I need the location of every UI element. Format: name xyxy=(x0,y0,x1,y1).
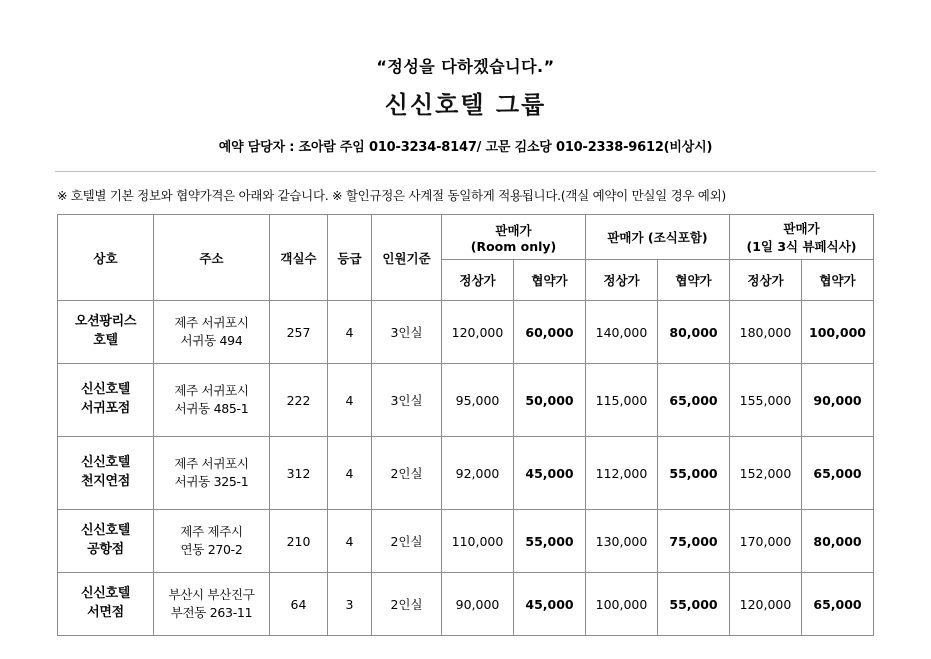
cell-room-contract: 55,000 xyxy=(514,510,586,573)
table-row xyxy=(58,364,874,437)
cell-room-normal: 95,000 xyxy=(442,364,514,437)
hotel-name-line2: 서귀포점 xyxy=(80,401,131,416)
address-line1: 부산시 부산진구 xyxy=(168,586,255,602)
cell-room-normal: 110,000 xyxy=(442,510,514,573)
header-group-breakfast: 판매가 (조식포함) xyxy=(586,215,730,260)
cell-buffet-contract: 65,000 xyxy=(802,573,874,636)
cell-address xyxy=(154,437,270,510)
price-table-wrapper xyxy=(57,214,874,636)
cell-people: 2인실 xyxy=(372,437,442,510)
header-address: 주소 xyxy=(154,215,270,301)
hotel-name-line2: 호텔 xyxy=(93,333,118,348)
cell-hotel-name xyxy=(58,573,154,636)
hotel-name-line2: 천지연점 xyxy=(80,474,131,489)
header-divider xyxy=(55,171,876,172)
table-row xyxy=(58,510,874,573)
cell-room-normal: 92,000 xyxy=(442,437,514,510)
cell-buffet-normal: 120,000 xyxy=(730,573,802,636)
cell-breakfast-normal: 112,000 xyxy=(586,437,658,510)
address-line2: 서귀동 325-1 xyxy=(174,474,249,489)
cell-rooms: 210 xyxy=(270,510,328,573)
cell-grade: 3 xyxy=(328,573,372,636)
cell-rooms: 257 xyxy=(270,301,328,364)
cell-buffet-normal: 170,000 xyxy=(730,510,802,573)
cell-breakfast-contract: 80,000 xyxy=(658,301,730,364)
cell-buffet-normal: 155,000 xyxy=(730,364,802,437)
cell-room-normal: 90,000 xyxy=(442,573,514,636)
cell-breakfast-contract: 75,000 xyxy=(658,510,730,573)
table-header xyxy=(58,215,874,301)
document-header xyxy=(0,0,931,155)
cell-buffet-normal: 180,000 xyxy=(730,301,802,364)
header-breakfast-contract: 협약가 xyxy=(658,260,730,301)
cell-room-contract: 45,000 xyxy=(514,573,586,636)
header-breakfast-normal: 정상가 xyxy=(586,260,658,301)
table-row xyxy=(58,573,874,636)
slogan-text: “정성을 다하겠습니다.” xyxy=(376,57,555,76)
cell-buffet-contract: 65,000 xyxy=(802,437,874,510)
cell-hotel-name xyxy=(58,301,154,364)
header-group-buffet xyxy=(730,215,874,260)
cell-room-contract: 60,000 xyxy=(514,301,586,364)
address-line2: 서귀동 494 xyxy=(180,333,243,348)
cell-breakfast-contract: 55,000 xyxy=(658,573,730,636)
hotel-name-line1: 신신호텔 xyxy=(80,586,131,602)
header-group-room-only-line2: (Room only) xyxy=(470,238,557,254)
table-row xyxy=(58,301,874,364)
cell-address xyxy=(154,510,270,573)
cell-hotel-name xyxy=(58,437,154,510)
cell-people: 3인실 xyxy=(372,364,442,437)
cell-breakfast-normal: 140,000 xyxy=(586,301,658,364)
cell-grade: 4 xyxy=(328,437,372,510)
cell-grade: 4 xyxy=(328,510,372,573)
header-rooms: 객실수 xyxy=(270,215,328,301)
table-body xyxy=(58,301,874,636)
cell-hotel-name xyxy=(58,510,154,573)
cell-people: 2인실 xyxy=(372,573,442,636)
cell-buffet-normal: 152,000 xyxy=(730,437,802,510)
cell-room-normal: 120,000 xyxy=(442,301,514,364)
cell-address xyxy=(154,301,270,364)
header-group-room-only-line1: 판매가 xyxy=(495,222,532,238)
header-room-contract: 협약가 xyxy=(514,260,586,301)
cell-rooms: 64 xyxy=(270,573,328,636)
header-group-buffet-line1: 판매가 xyxy=(783,221,820,236)
address-line2: 서귀동 485-1 xyxy=(174,401,249,416)
cell-rooms: 312 xyxy=(270,437,328,510)
cell-people: 3인실 xyxy=(372,301,442,364)
cell-buffet-contract: 80,000 xyxy=(802,510,874,573)
header-room-normal: 정상가 xyxy=(442,260,514,301)
contact-line: 예약 담당자 : 조아람 주임 010-3234-8147/ 고문 김소당 010-2338-9612(비상시) xyxy=(218,140,713,155)
cell-breakfast-normal: 130,000 xyxy=(586,510,658,573)
hotel-name-line2: 서면점 xyxy=(87,605,124,620)
hotel-name-line1: 신신호텔 xyxy=(80,455,131,471)
cell-room-contract: 50,000 xyxy=(514,364,586,437)
table-header-row-1 xyxy=(58,215,874,260)
hotel-name-line1: 신신호텔 xyxy=(80,523,131,539)
cell-people: 2인실 xyxy=(372,510,442,573)
cell-hotel-name xyxy=(58,364,154,437)
address-line2: 부전동 263-11 xyxy=(170,605,253,620)
address-line1: 제주 서귀포시 xyxy=(174,314,249,330)
cell-breakfast-normal: 100,000 xyxy=(586,573,658,636)
notice-text: ※ 호텔별 기본 정보와 협약가격은 아래와 같습니다. ※ 할인규정은 사계절 동일하게 적용됩니다.(객실 예약이 만실일 경우 예외) xyxy=(57,188,726,203)
cell-breakfast-normal: 115,000 xyxy=(586,364,658,437)
group-title: 신신호텔 그룹 xyxy=(384,91,547,119)
table-row xyxy=(58,437,874,510)
header-buffet-normal: 정상가 xyxy=(730,260,802,301)
address-line2: 연동 270-2 xyxy=(180,542,243,557)
cell-buffet-contract: 90,000 xyxy=(802,364,874,437)
cell-breakfast-contract: 55,000 xyxy=(658,437,730,510)
price-table xyxy=(57,214,874,636)
address-line1: 제주 서귀포시 xyxy=(174,455,249,471)
header-people: 인원기준 xyxy=(372,215,442,301)
cell-buffet-contract: 100,000 xyxy=(802,301,874,364)
hotel-name-line2: 공항점 xyxy=(87,542,124,557)
cell-address xyxy=(154,573,270,636)
header-name: 상호 xyxy=(58,215,154,301)
address-line1: 제주 제주시 xyxy=(180,523,243,539)
hotel-name-line1: 오션팡리스 xyxy=(74,314,137,330)
cell-room-contract: 45,000 xyxy=(514,437,586,510)
cell-grade: 4 xyxy=(328,301,372,364)
cell-breakfast-contract: 65,000 xyxy=(658,364,730,437)
hotel-name-line1: 신신호텔 xyxy=(80,382,131,398)
header-grade: 등급 xyxy=(328,215,372,301)
cell-rooms: 222 xyxy=(270,364,328,437)
cell-grade: 4 xyxy=(328,364,372,437)
cell-address xyxy=(154,364,270,437)
header-buffet-contract: 협약가 xyxy=(802,260,874,301)
address-line1: 제주 서귀포시 xyxy=(174,382,249,398)
header-group-buffet-line2: (1일 3식 뷰페식사) xyxy=(746,239,857,254)
header-group-room-only xyxy=(442,215,586,260)
